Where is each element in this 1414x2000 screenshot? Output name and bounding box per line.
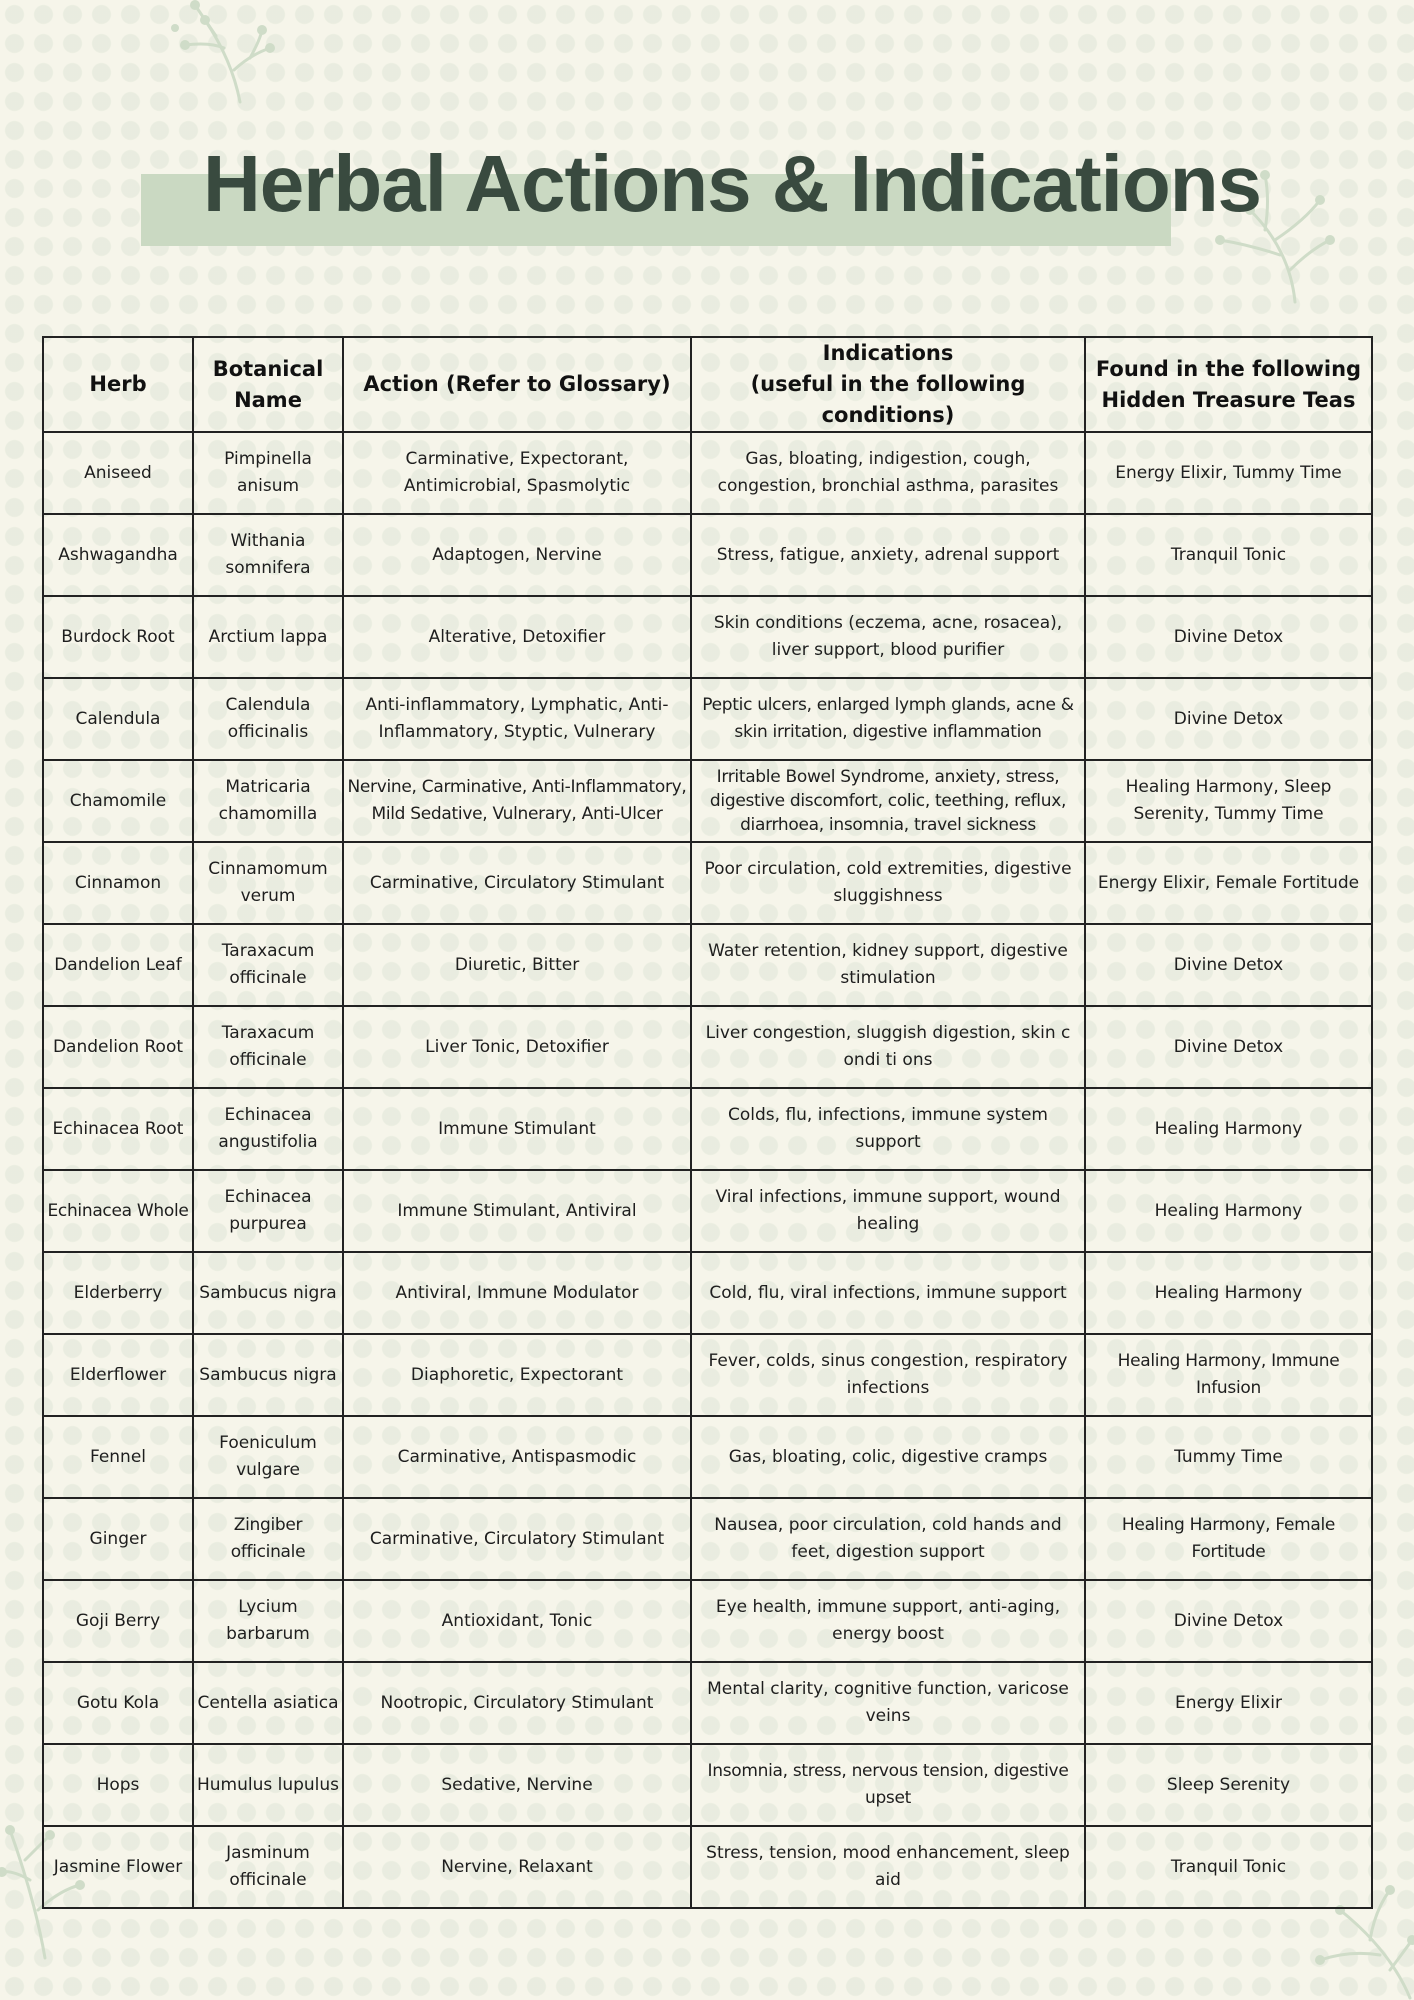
action-cell: Nootropic, Circulatory Stimulant	[343, 1662, 691, 1744]
action-cell: Immune Stimulant	[343, 1088, 691, 1170]
action-cell: Diuretic, Bitter	[343, 924, 691, 1006]
indications-cell: Fever, colds, sinus congestion, respiratory infections	[691, 1334, 1085, 1416]
indications-cell: Eye health, immune support, anti-aging, energy boost	[691, 1580, 1085, 1662]
teas-cell: Healing Harmony	[1085, 1252, 1372, 1334]
teas-cell: Divine Detox	[1085, 678, 1372, 760]
botanical-cell: Echinacea angustifolia	[193, 1088, 343, 1170]
herb-cell: Dandelion Leaf	[43, 924, 193, 1006]
table-row	[43, 1006, 1372, 1088]
table-row	[43, 1498, 1372, 1580]
botanical-cell: Lycium barbarum	[193, 1580, 343, 1662]
action-cell: Nervine, Carminative, Anti-Inflammatory, Mild Sedative, Vulnerary, Anti-Ulcer	[343, 760, 691, 842]
action-cell: Liver Tonic, Detoxifier	[343, 1006, 691, 1088]
sprig-decoration-top-left	[150, 0, 290, 105]
teas-cell: Divine Detox	[1085, 1006, 1372, 1088]
botanical-cell: Sambucus nigra	[193, 1252, 343, 1334]
action-cell: Carminative, Circulatory Stimulant	[343, 842, 691, 924]
botanical-cell: Matricaria chamomilla	[193, 760, 343, 842]
teas-cell: Tummy Time	[1085, 1416, 1372, 1498]
table-row	[43, 1088, 1372, 1170]
herb-cell: Elderberry	[43, 1252, 193, 1334]
herb-cell: Burdock Root	[43, 596, 193, 678]
table-row	[43, 1744, 1372, 1826]
indications-cell: Mental clarity, cognitive function, varicose veins	[691, 1662, 1085, 1744]
table-row	[43, 842, 1372, 924]
herb-cell: Ashwagandha	[43, 514, 193, 596]
indications-cell: Stress, fatigue, anxiety, adrenal support	[691, 514, 1085, 596]
herb-cell: Echinacea Whole	[43, 1170, 193, 1252]
action-cell: Antiviral, Immune Modulator	[343, 1252, 691, 1334]
indications-cell: Nausea, poor circulation, cold hands and feet, digestion support	[691, 1498, 1085, 1580]
table-row	[43, 514, 1372, 596]
header-teas	[1085, 337, 1372, 432]
indications-cell: Insomnia, stress, nervous tension, digestive upset	[691, 1744, 1085, 1826]
botanical-cell: Cinnamomum verum	[193, 842, 343, 924]
herb-cell: Dandelion Root	[43, 1006, 193, 1088]
teas-cell: Sleep Serenity	[1085, 1744, 1372, 1826]
teas-cell: Healing Harmony, Sleep Serenity, Tummy Time	[1085, 760, 1372, 842]
herb-cell: Goji Berry	[43, 1580, 193, 1662]
action-cell: Alterative, Detoxifier	[343, 596, 691, 678]
table-row	[43, 760, 1372, 842]
botanical-cell: Sambucus nigra	[193, 1334, 343, 1416]
botanical-cell: Taraxacum officinale	[193, 1006, 343, 1088]
botanical-cell: Calendula officinalis	[193, 678, 343, 760]
indications-cell: Stress, tension, mood enhancement, sleep aid	[691, 1826, 1085, 1908]
indications-cell: Poor circulation, cold extremities, digestive sluggishness	[691, 842, 1085, 924]
indications-cell: Skin conditions (eczema, acne, rosacea), liver support, blood purifier	[691, 596, 1085, 678]
indications-cell: Water retention, kidney support, digestive stimulation	[691, 924, 1085, 1006]
table-row	[43, 924, 1372, 1006]
table-row	[43, 1170, 1372, 1252]
indications-cell: Liver congestion, sluggish digestion, skin c ondi ti ons	[691, 1006, 1085, 1088]
table-row	[43, 1252, 1372, 1334]
header-indications	[691, 337, 1085, 432]
action-cell: Adaptogen, Nervine	[343, 514, 691, 596]
botanical-cell: Jasminum officinale	[193, 1826, 343, 1908]
herbal-actions-table	[42, 336, 1373, 1909]
herb-cell: Ginger	[43, 1498, 193, 1580]
header-teas-line1: Found in the following	[1095, 356, 1362, 381]
herb-cell: Calendula	[43, 678, 193, 760]
action-cell: Diaphoretic, Expectorant	[343, 1334, 691, 1416]
teas-cell: Healing Harmony	[1085, 1170, 1372, 1252]
botanical-cell: Zingiber officinale	[193, 1498, 343, 1580]
table-row	[43, 1826, 1372, 1908]
table-header-row	[43, 337, 1372, 432]
teas-cell: Energy Elixir, Female Fortitude	[1085, 842, 1372, 924]
table-row	[43, 1416, 1372, 1498]
table-row	[43, 1662, 1372, 1744]
action-cell: Sedative, Nervine	[343, 1744, 691, 1826]
header-indications-subtitle: (useful in the following conditions)	[750, 372, 1026, 427]
indications-cell: Viral infections, immune support, wound healing	[691, 1170, 1085, 1252]
teas-cell: Divine Detox	[1085, 1580, 1372, 1662]
indications-cell: Cold, flu, viral infections, immune support	[691, 1252, 1085, 1334]
indications-cell: Peptic ulcers, enlarged lymph glands, acne & skin irritation, digestive inflammation	[691, 678, 1085, 760]
herb-cell: Gotu Kola	[43, 1662, 193, 1744]
teas-cell: Healing Harmony	[1085, 1088, 1372, 1170]
teas-cell: Divine Detox	[1085, 924, 1372, 1006]
herb-cell: Elderflower	[43, 1334, 193, 1416]
herb-cell: Aniseed	[43, 432, 193, 514]
teas-cell: Divine Detox	[1085, 596, 1372, 678]
botanical-cell: Humulus lupulus	[193, 1744, 343, 1826]
table-row	[43, 1580, 1372, 1662]
header-herb: Herb	[43, 337, 193, 432]
table-row	[43, 596, 1372, 678]
botanical-cell: Echinacea purpurea	[193, 1170, 343, 1252]
botanical-cell: Withania somnifera	[193, 514, 343, 596]
teas-cell: Tranquil Tonic	[1085, 1826, 1372, 1908]
table-row	[43, 1334, 1372, 1416]
action-cell: Nervine, Relaxant	[343, 1826, 691, 1908]
botanical-cell: Centella asiatica	[193, 1662, 343, 1744]
action-cell: Carminative, Circulatory Stimulant	[343, 1498, 691, 1580]
herb-cell: Fennel	[43, 1416, 193, 1498]
herb-cell: Chamomile	[43, 760, 193, 842]
indications-cell: Irritable Bowel Syndrome, anxiety, stress, digestive discomfort, colic, teething, reflux, diarrhoea, insomnia, travel sickness	[691, 760, 1085, 842]
action-cell: Immune Stimulant, Antiviral	[343, 1170, 691, 1252]
header-botanical-name: Botanical Name	[193, 337, 343, 432]
botanical-cell: Foeniculum vulgare	[193, 1416, 343, 1498]
indications-cell: Gas, bloating, indigestion, cough, congestion, bronchial asthma, parasites	[691, 432, 1085, 514]
herb-cell: Jasmine Flower	[43, 1826, 193, 1908]
teas-cell: Tranquil Tonic	[1085, 514, 1372, 596]
table-row	[43, 432, 1372, 514]
teas-cell: Healing Harmony, Female Fortitude	[1085, 1498, 1372, 1580]
teas-cell: Healing Harmony, Immune Infusion	[1085, 1334, 1372, 1416]
botanical-cell: Pimpinella anisum	[193, 432, 343, 514]
page-title: Herbal Actions & Indications	[202, 139, 1262, 228]
header-teas-line2: Hidden Treasure Teas	[1101, 387, 1356, 412]
herb-cell: Hops	[43, 1744, 193, 1826]
herb-cell: Echinacea Root	[43, 1088, 193, 1170]
action-cell: Anti-inflammatory, Lymphatic, Anti-Inflammatory, Styptic, Vulnerary	[343, 678, 691, 760]
botanical-cell: Taraxacum officinale	[193, 924, 343, 1006]
botanical-cell: Arctium lappa	[193, 596, 343, 678]
action-cell: Carminative, Antispasmodic	[343, 1416, 691, 1498]
header-indications-title: Indications	[822, 341, 954, 365]
action-cell: Carminative, Expectorant, Antimicrobial, Spasmolytic	[343, 432, 691, 514]
herb-cell: Cinnamon	[43, 842, 193, 924]
indications-cell: Gas, bloating, colic, digestive cramps	[691, 1416, 1085, 1498]
table-row	[43, 678, 1372, 760]
indications-cell: Colds, flu, infections, immune system support	[691, 1088, 1085, 1170]
header-action: Action (Refer to Glossary)	[343, 337, 691, 432]
teas-cell: Energy Elixir, Tummy Time	[1085, 432, 1372, 514]
action-cell: Antioxidant, Tonic	[343, 1580, 691, 1662]
teas-cell: Energy Elixir	[1085, 1662, 1372, 1744]
